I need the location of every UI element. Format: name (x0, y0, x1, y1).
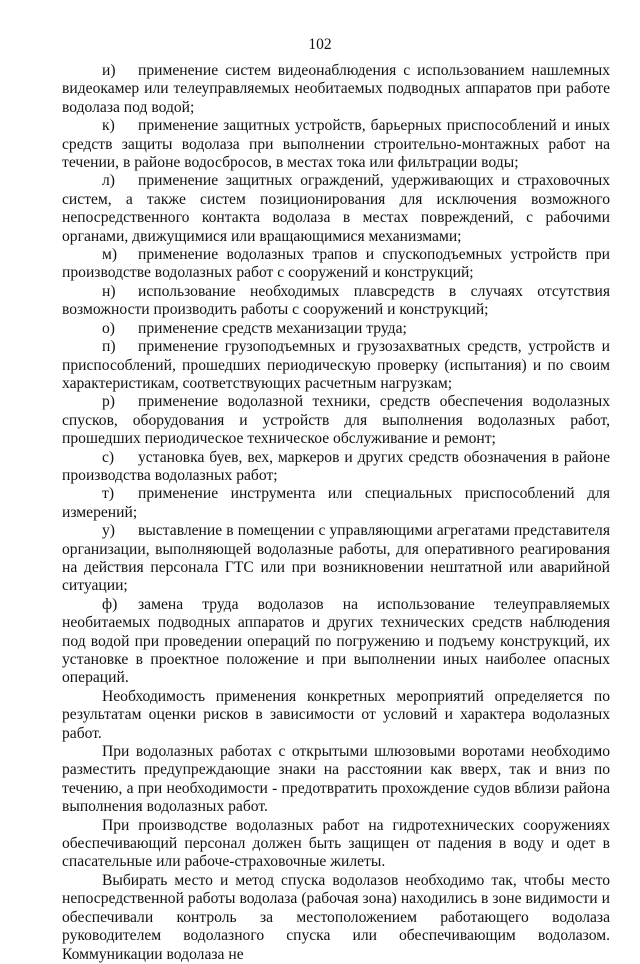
list-item-text: применение инструмента или специальных приспособлений для (138, 485, 610, 503)
list-item-t (62, 485, 610, 503)
list-item-text: применение водолазных трапов и спускоподъемных устройств при производстве водолазных работ с сооружений и конструкций; (62, 246, 610, 282)
list-item-p (62, 338, 610, 393)
list-marker: м) (102, 246, 118, 264)
list-item-text: выставление в помещении с управляющими агрегатами представителя организации, выполняющей водолазные работы, для оперативного реагирования на действия персонала ГТС или при возникновении нештатной или аварийной ситуации; (62, 522, 610, 595)
list-item-i (62, 62, 610, 117)
list-marker: н) (102, 282, 116, 300)
page-number: 102 (308, 36, 332, 53)
list-item-k (62, 117, 610, 172)
list-item-o (62, 320, 610, 338)
list-marker: и) (102, 62, 116, 79)
list-item-text: применение средств механизации труда; (138, 319, 407, 337)
list-item-t-continuation: измерений; (62, 503, 138, 521)
list-item-text: установка буев, вех, маркеров и других средств обозначения в районе производства водолазных работ; (62, 448, 610, 484)
list-item-text: использование необходимых плавсредств в случаях отсутствия возможности производить работы с сооружений и конструкций; (62, 282, 610, 319)
list-item-text: применение защитных устройств, барьерных приспособлений и иных средств защиты водолаза при выполнении строительно-монтажных работ на течении, в районе водосбросов, в местах тока или фильтрации воды; (62, 117, 610, 172)
paragraph-risk-assessment: Необходимость применения конкретных мероприятий определяется по результатам оценки рисков в зависимости от условий и характера водолазных работ. (62, 687, 610, 742)
list-marker: у) (102, 522, 115, 540)
list-marker: с) (102, 448, 115, 466)
list-marker: ф) (102, 595, 118, 613)
list-item-n (62, 283, 610, 320)
paragraph-support-personnel: При производстве водолазных работ на гидротехнических сооружениях обеспечивающий персонал должен быть защищен от падения в воду и одет в спасательные или рабоче-страховочные жилеты. (62, 816, 610, 871)
list-item-text: применение систем видеонаблюдения с использованием нашлемных видеокамер или телеуправляемых необитаемых подводных аппаратов при работе водолаза под водой; (62, 62, 610, 116)
list-item-text: применение грузоподъемных и грузозахватных средств, устройств и приспособлений, прошедших периодическую проверку (испытания) и по своим характеристикам, соответствующих расчетным нагрузкам; (62, 338, 610, 392)
list-item-f (62, 596, 610, 688)
list-item-u (62, 522, 610, 596)
list-item-r (62, 393, 610, 448)
list-marker: п) (102, 338, 116, 356)
list-marker: р) (102, 393, 115, 411)
list-item-text: замена труда водолазов на использование телеуправляемых необитаемых подводных аппаратов и других технических средств наблюдения под водой при проведении операций по погружению и подъему конструкций, их установке в проектное положение и при выполнении иных наиболее опасных операций. (62, 595, 610, 687)
list-marker: л) (102, 172, 115, 190)
list-item-s (62, 449, 610, 486)
list-item-text: применение водолазной техники, средств обеспечения водолазных спусков, оборудования и устройств для выполнения водолазных работ, прошедших периодическое техническое обслуживание и ремонт; (62, 393, 610, 448)
list-item-m (62, 246, 610, 283)
list-item-l (62, 172, 610, 246)
paragraph-descent-site: Выбирать место и метод спуска водолазов необходимо так, чтобы место непосредственной работы водолаза (рабочая зона) находились в зоне видимости и обеспечивали контроль за местоположением работающего водолаза руководителем водолазного спуска или обеспечивающим водолазом. Коммуникации водолаза не (62, 871, 610, 963)
document-body (62, 62, 610, 964)
list-item-text: применение защитных ограждений, удерживающих и страховочных систем, а также систем позиционирования для исключения возможного непосредственного контакта водолаза в местах повреждений, с рабочими органами, движущимися или вращающимися механизмами; (62, 172, 610, 245)
list-marker: т) (102, 485, 115, 503)
list-marker: о) (102, 319, 115, 337)
paragraph-lock-gates: При водолазных работах с открытыми шлюзовыми воротами необходимо разместить предупреждающие знаки на расстоянии как вверх, так и вниз по течению, а при необходимости - предотвратить прохождение судов вблизи района выполнения водолазных работ. (62, 743, 610, 816)
list-marker: к) (102, 117, 115, 135)
